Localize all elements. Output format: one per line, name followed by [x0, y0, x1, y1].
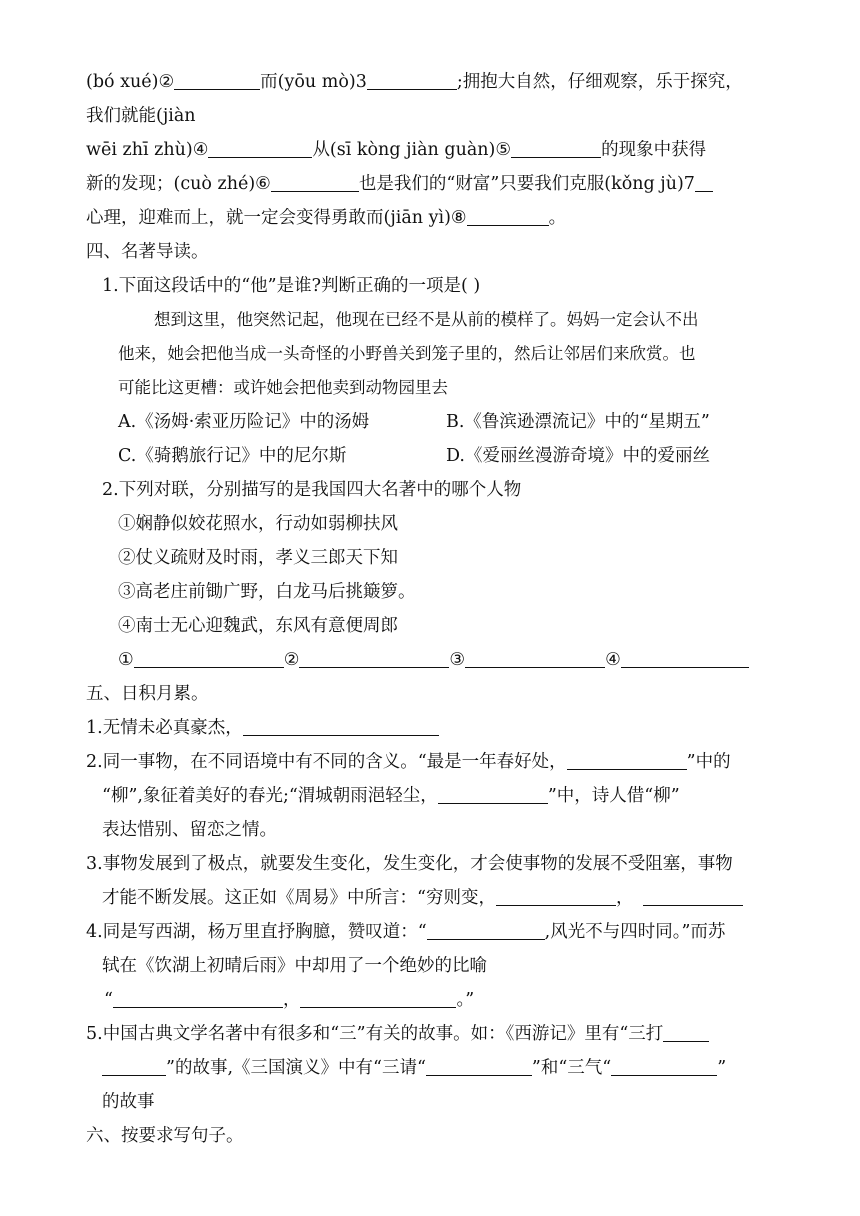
answer-blank-q4-2-3[interactable]	[465, 649, 605, 668]
answer-label-4: ④	[605, 650, 621, 670]
text: 也是我们的“财富”只要我们克服(kǒng jù)7	[358, 174, 695, 194]
text: 而(yōu mò)3	[260, 72, 367, 92]
q4-1-option-b[interactable]: B.《鲁滨逊漂流记》中的“星期五”	[446, 412, 710, 432]
text: 新的发现；(cuò zhé)⑥	[86, 174, 271, 194]
answer-blank-q5-1[interactable]	[243, 717, 439, 736]
q4-1-passage-line-1: 想到这里，他突然记起，他现在已经不是从前的模样了。妈妈一定会认不出	[154, 310, 699, 329]
answer-blank-q4-2-1[interactable]	[134, 649, 284, 668]
text: 。”	[456, 990, 475, 1010]
text: ”中的	[686, 752, 731, 772]
text: 2.同一事物，在不同语境中有不同的含义。“最是一年春好处，	[86, 752, 567, 772]
q5-1	[86, 716, 439, 740]
q4-2-item-2: ②仗义疏财及时雨，孝义三郎天下知	[118, 548, 398, 568]
text: ”	[717, 1058, 727, 1078]
q5-2-line-3: 表达惜别、留恋之情。	[102, 820, 277, 840]
text: 。	[548, 208, 567, 228]
q5-4-line-2: 轼在《饮湖上初晴后雨》中却用了一个绝妙的比喻	[102, 956, 487, 976]
text: 的现象中获得	[601, 140, 707, 160]
text: 才能不断发展。这正如《周易》中所言：“穷则变，	[102, 888, 496, 908]
q4-1-option-c[interactable]: C.《骑鹅旅行记》中的尼尔斯	[118, 446, 347, 466]
q5-3-line-2	[102, 886, 743, 910]
text: 1.无情未必真豪杰，	[86, 718, 243, 738]
q5-5-line-2	[102, 1056, 726, 1080]
q5-3-line-1: 3.事物发展到了极点，就要发生变化，发生变化，才会使事物的发展不受阻塞，事物	[86, 854, 733, 874]
answer-label-1: ①	[118, 650, 134, 670]
q4-2-item-4: ④南士无心迎魏武，东风有意便周郎	[118, 616, 398, 636]
q5-4-line-3	[104, 988, 474, 1012]
text: “柳”,象征着美好的春光;“渭城朝雨浥轻尘，	[102, 786, 438, 806]
text: 从(sī kòng jiàn guàn)⑤	[312, 140, 512, 160]
answer-blank-6[interactable]	[271, 173, 359, 192]
answer-blank-q5-2b[interactable]	[438, 785, 548, 804]
answer-blank-q4-2-4[interactable]	[621, 649, 749, 668]
q4-1-passage-line-2: 他来，她会把他当成一头奇怪的小野兽关到笼子里的，然后让邻居们来欣赏。也	[118, 344, 696, 363]
answer-blank-q5-5a[interactable]	[663, 1023, 709, 1042]
q4-1-option-a[interactable]: A.《汤姆·索亚历险记》中的汤姆	[118, 412, 370, 432]
q4-1-option-d[interactable]: D.《爱丽丝漫游奇境》中的爱丽丝	[446, 446, 710, 466]
q5-5-line-3: 的故事	[102, 1092, 155, 1112]
answer-blank-q5-2a[interactable]	[567, 751, 687, 770]
text: 5.中国古典文学名著中有很多和“三”有关的故事。如：《西游记》里有“三打	[86, 1024, 664, 1044]
pinyin-line-3	[86, 138, 706, 162]
answer-blank-q5-5c[interactable]	[611, 1057, 717, 1076]
text: wēi zhī zhù)④	[86, 140, 209, 160]
answer-blank-q5-4c[interactable]	[300, 989, 456, 1008]
answer-blank-7[interactable]	[695, 173, 713, 192]
answer-blank-5[interactable]	[511, 139, 601, 158]
text: ,风光不与四时同。”而苏	[544, 922, 726, 942]
pinyin-line-2: 我们就能(jiàn	[86, 106, 196, 126]
q4-2-answer-row	[118, 648, 749, 672]
answer-blank-q5-4a[interactable]	[427, 921, 545, 940]
answer-label-3: ③	[449, 650, 466, 670]
q5-2-line-2	[102, 784, 680, 808]
answer-blank-q5-4b[interactable]	[113, 989, 283, 1008]
text: 4.同是写西湖，杨万里直抒胸臆，赞叹道：“	[86, 922, 427, 942]
section-6-heading: 六、按要求写句子。	[86, 1126, 244, 1146]
answer-blank-3[interactable]	[367, 71, 457, 90]
answer-blank-q5-3a[interactable]	[496, 887, 616, 906]
text: (bó xué)②	[86, 72, 175, 92]
q4-1-passage-line-3: 可能比这更槽：或许她会把他卖到动物园里去	[118, 378, 448, 397]
answer-blank-q5-5a-cont[interactable]	[102, 1057, 166, 1076]
text: ，	[615, 888, 634, 908]
q5-2-line-1	[86, 750, 731, 774]
text: ，	[282, 990, 301, 1010]
pinyin-line-1	[86, 70, 743, 94]
q5-5-line-1	[86, 1022, 709, 1046]
text: ”的故事,《三国演义》中有“三请“	[166, 1058, 426, 1078]
q4-2-item-1: ①娴静似姣花照水，行动如弱柳扶风	[118, 514, 398, 534]
text: ”中，诗人借“柳”	[547, 786, 680, 806]
section-4-heading: 四、名著导读。	[86, 242, 209, 262]
q4-2-stem: 2.下列对联，分别描写的是我国四大名著中的哪个人物	[102, 480, 522, 500]
answer-blank-8[interactable]	[467, 207, 549, 226]
text: ”和“三气“	[531, 1058, 612, 1078]
q5-4-line-1	[86, 920, 725, 944]
pinyin-line-4	[86, 172, 713, 196]
text: 心理，迎难而上，就一定会变得勇敢而(jiān yì)⑧	[86, 208, 467, 228]
answer-blank-4[interactable]	[208, 139, 312, 158]
answer-blank-q4-2-2[interactable]	[299, 649, 449, 668]
pinyin-line-5	[86, 206, 566, 230]
text: “	[104, 990, 113, 1010]
section-5-heading: 五、日积月累。	[86, 684, 209, 704]
answer-blank-2[interactable]	[174, 71, 260, 90]
answer-label-2: ②	[283, 650, 300, 670]
answer-blank-q5-5b[interactable]	[426, 1057, 532, 1076]
q4-2-item-3: ③高老庄前锄广野，白龙马后挑簸箩。	[118, 582, 416, 602]
q4-1-stem: 1.下面这段话中的“他”是谁?判断正确的一项是( )	[102, 276, 481, 296]
answer-blank-q5-3b[interactable]	[643, 887, 743, 906]
text: ;拥抱大自然，仔细观察，乐于探究，	[456, 72, 743, 92]
